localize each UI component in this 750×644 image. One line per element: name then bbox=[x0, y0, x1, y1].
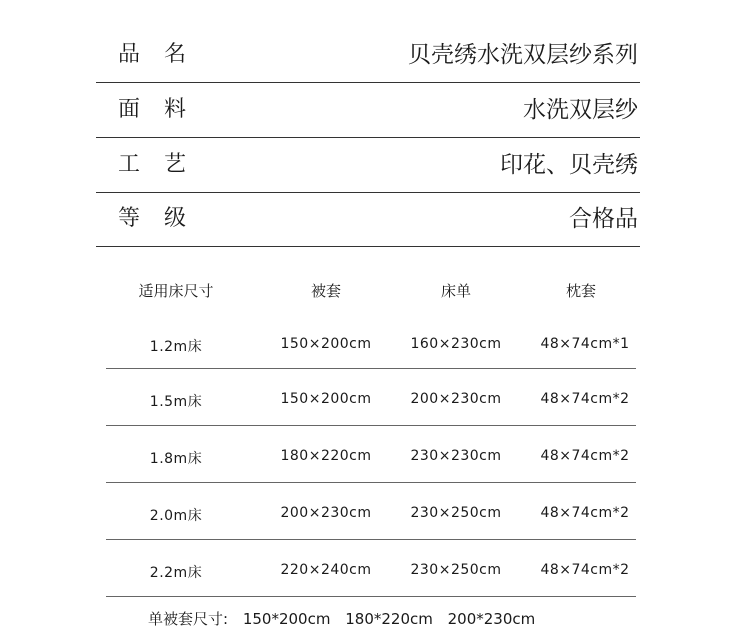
cell-duvet-cover: 200×230cm bbox=[280, 505, 372, 521]
cell-pillowcase: 48×74cm*2 bbox=[540, 505, 630, 521]
cell-pillowcase: 48×74cm*2 bbox=[540, 391, 630, 407]
table-row bbox=[106, 369, 636, 426]
cell-duvet-cover: 150×200cm bbox=[280, 336, 372, 352]
cell-bed-sheet: 230×230cm bbox=[410, 448, 502, 464]
header-bed-sheet: 床单 bbox=[440, 282, 472, 300]
spec-row-fabric bbox=[96, 81, 640, 138]
cell-bed-size: 1.8m床 bbox=[149, 451, 203, 467]
cell-bed-size: 2.0m床 bbox=[149, 508, 203, 524]
spec-value: 贝壳绣水洗双层纱系列 bbox=[408, 42, 638, 68]
table-row bbox=[106, 426, 636, 483]
cell-duvet-cover: 220×240cm bbox=[280, 562, 372, 578]
spec-row-grade bbox=[96, 190, 640, 247]
table-row bbox=[106, 483, 636, 540]
cell-pillowcase: 48×74cm*1 bbox=[540, 336, 630, 352]
cell-bed-size: 2.2m床 bbox=[149, 565, 203, 581]
cell-duvet-cover: 180×220cm bbox=[280, 448, 372, 464]
cell-bed-size: 1.2m床 bbox=[149, 339, 203, 355]
cell-duvet-cover: 150×200cm bbox=[280, 391, 372, 407]
cell-bed-sheet: 160×230cm bbox=[410, 336, 502, 352]
cell-pillowcase: 48×74cm*2 bbox=[540, 562, 630, 578]
footer-label: 单被套尺寸: bbox=[148, 610, 229, 628]
cell-bed-sheet: 230×250cm bbox=[410, 562, 502, 578]
spec-label: 品名 bbox=[118, 42, 211, 67]
table-row bbox=[106, 314, 636, 369]
table-row bbox=[106, 540, 636, 597]
table-header bbox=[106, 262, 636, 314]
cell-bed-sheet: 230×250cm bbox=[410, 505, 502, 521]
spec-value: 合格品 bbox=[569, 206, 638, 232]
cell-bed-sheet: 200×230cm bbox=[410, 391, 502, 407]
single-duvet-sizes bbox=[148, 608, 535, 629]
header-duvet-cover: 被套 bbox=[310, 282, 342, 300]
spec-label: 等级 bbox=[118, 206, 211, 231]
spec-row-product-name bbox=[96, 26, 640, 83]
cell-pillowcase: 48×74cm*2 bbox=[540, 448, 630, 464]
spec-row-craft bbox=[96, 136, 640, 193]
header-bed-size: 适用床尺寸 bbox=[138, 282, 214, 300]
spec-label: 工艺 bbox=[118, 152, 211, 177]
spec-label: 面料 bbox=[118, 97, 211, 122]
size-table bbox=[106, 262, 636, 597]
header-pillowcase: 枕套 bbox=[565, 282, 597, 300]
spec-value: 印花、贝壳绣 bbox=[500, 152, 638, 178]
cell-bed-size: 1.5m床 bbox=[149, 394, 203, 410]
spec-value: 水洗双层纱 bbox=[523, 97, 638, 123]
footer-sizes: 150*200cm 180*220cm 200*230cm bbox=[242, 610, 536, 628]
